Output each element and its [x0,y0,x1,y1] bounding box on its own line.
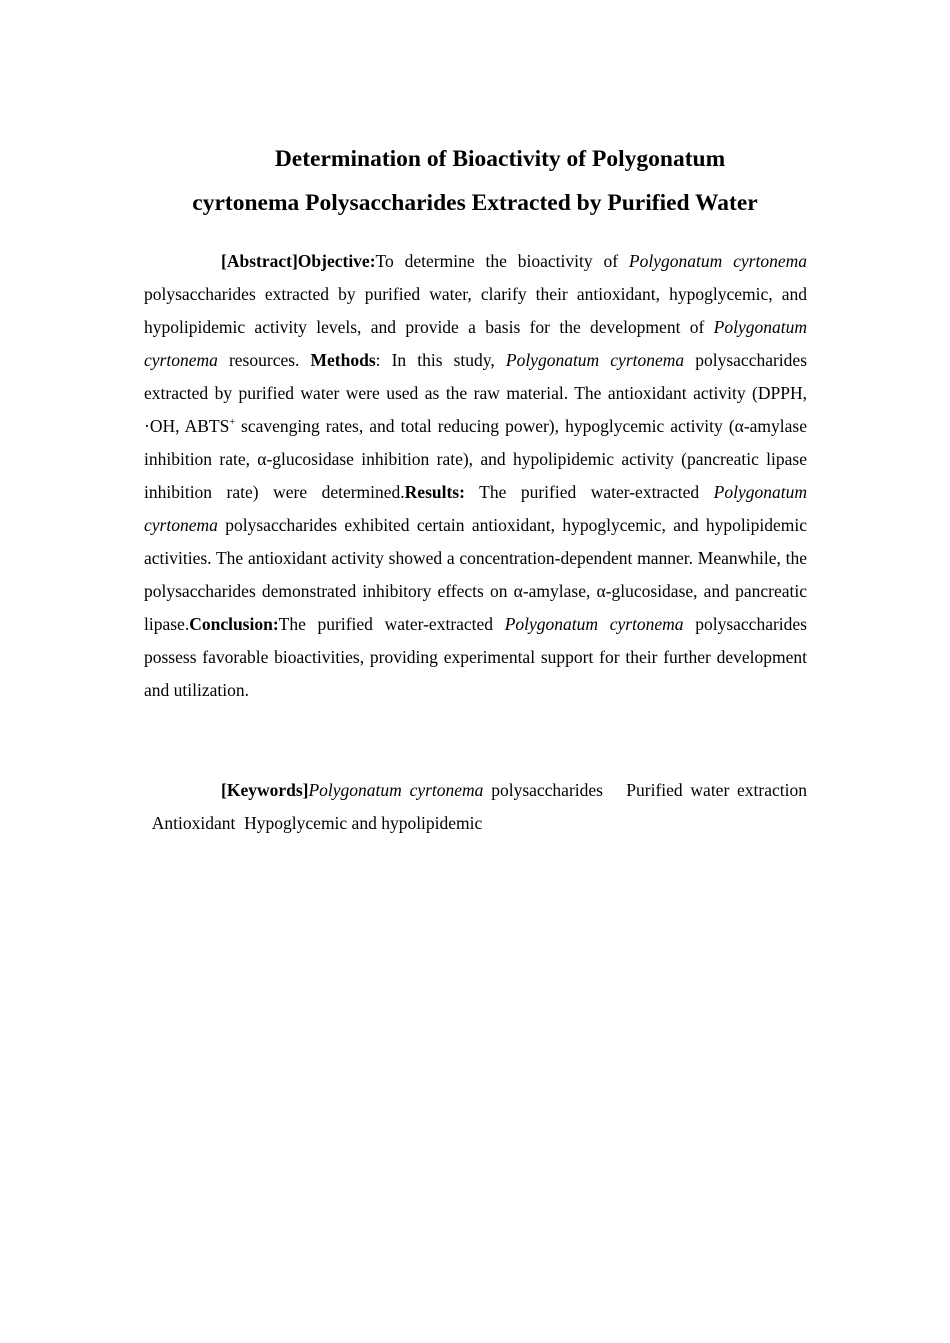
objective-label: Objective: [297,251,376,271]
species-name: Polygonatum cyrtonema [505,350,685,370]
keyword-1: polysaccharides [483,780,603,800]
methods-label: Methods [310,350,376,370]
objective-text: resources. [217,350,311,370]
keyword-species: Polygonatum cyrtonema [308,780,484,800]
methods-text: polysaccharides extracted by purified water were used as the raw material. The antioxidant activity (DPPH, ·OH, ABTS [144,350,808,436]
keywords-label: [Keywords] [221,780,309,800]
paper-title [140,137,810,225]
abstract-label: [Abstract] [221,251,298,271]
results-text: The purified water-extracted [464,482,714,502]
keywords-paragraph [144,774,807,840]
results-label: Results: [404,482,465,502]
species-name: Polygonatum cyrtonema [628,251,807,271]
methods-text: : In this study, [375,350,506,370]
title-line-2: cyrtonema Polysaccharides Extracted by Purified Water [192,190,758,216]
conclusion-text: polysaccharides possess favorable bioactivities, providing experimental support for their further development and utilization. [144,614,807,700]
title-line-1: Determination of Bioactivity of Polygonatum [274,146,726,172]
superscript-plus: + [229,417,235,429]
keyword-4: Hypoglycemic and hypolipidemic [244,813,483,833]
objective-text: To determine the bioactivity of [375,251,629,271]
species-name: Polygonatum cyrtonema [144,482,807,535]
species-name: Polygonatum cyrtonema [144,317,807,370]
species-name: Polygonatum cyrtonema [504,614,684,634]
objective-text: polysaccharides extracted by purified water, clarify their antioxidant, hypoglycemic, and hypolipidemic activity levels, and provide a basis for the development of [144,284,807,337]
results-text: polysaccharides exhibited certain antioxidant, hypoglycemic, and hypolipidemic activities. The antioxidant activity showed a concentration-dependent manner. Meanwhile, the polysaccharides demonstrated inhibitory effects on α-amylase, α-glucosidase, and pancreatic lipase. [144,515,807,634]
methods-text: scavenging rates, and total reducing power), hypoglycemic activity (α-amylase inhibition rate, α-glucosidase inhibition rate), and hypolipidemic activity (pancreatic lipase inhibition rate) were determined. [144,416,807,502]
conclusion-text: The purified water-extracted [278,614,505,634]
keyword-2: Purified water extraction [626,780,807,800]
abstract-paragraph [144,245,807,707]
keyword-3: Antioxidant [151,813,236,833]
conclusion-label: Conclusion: [189,614,279,634]
